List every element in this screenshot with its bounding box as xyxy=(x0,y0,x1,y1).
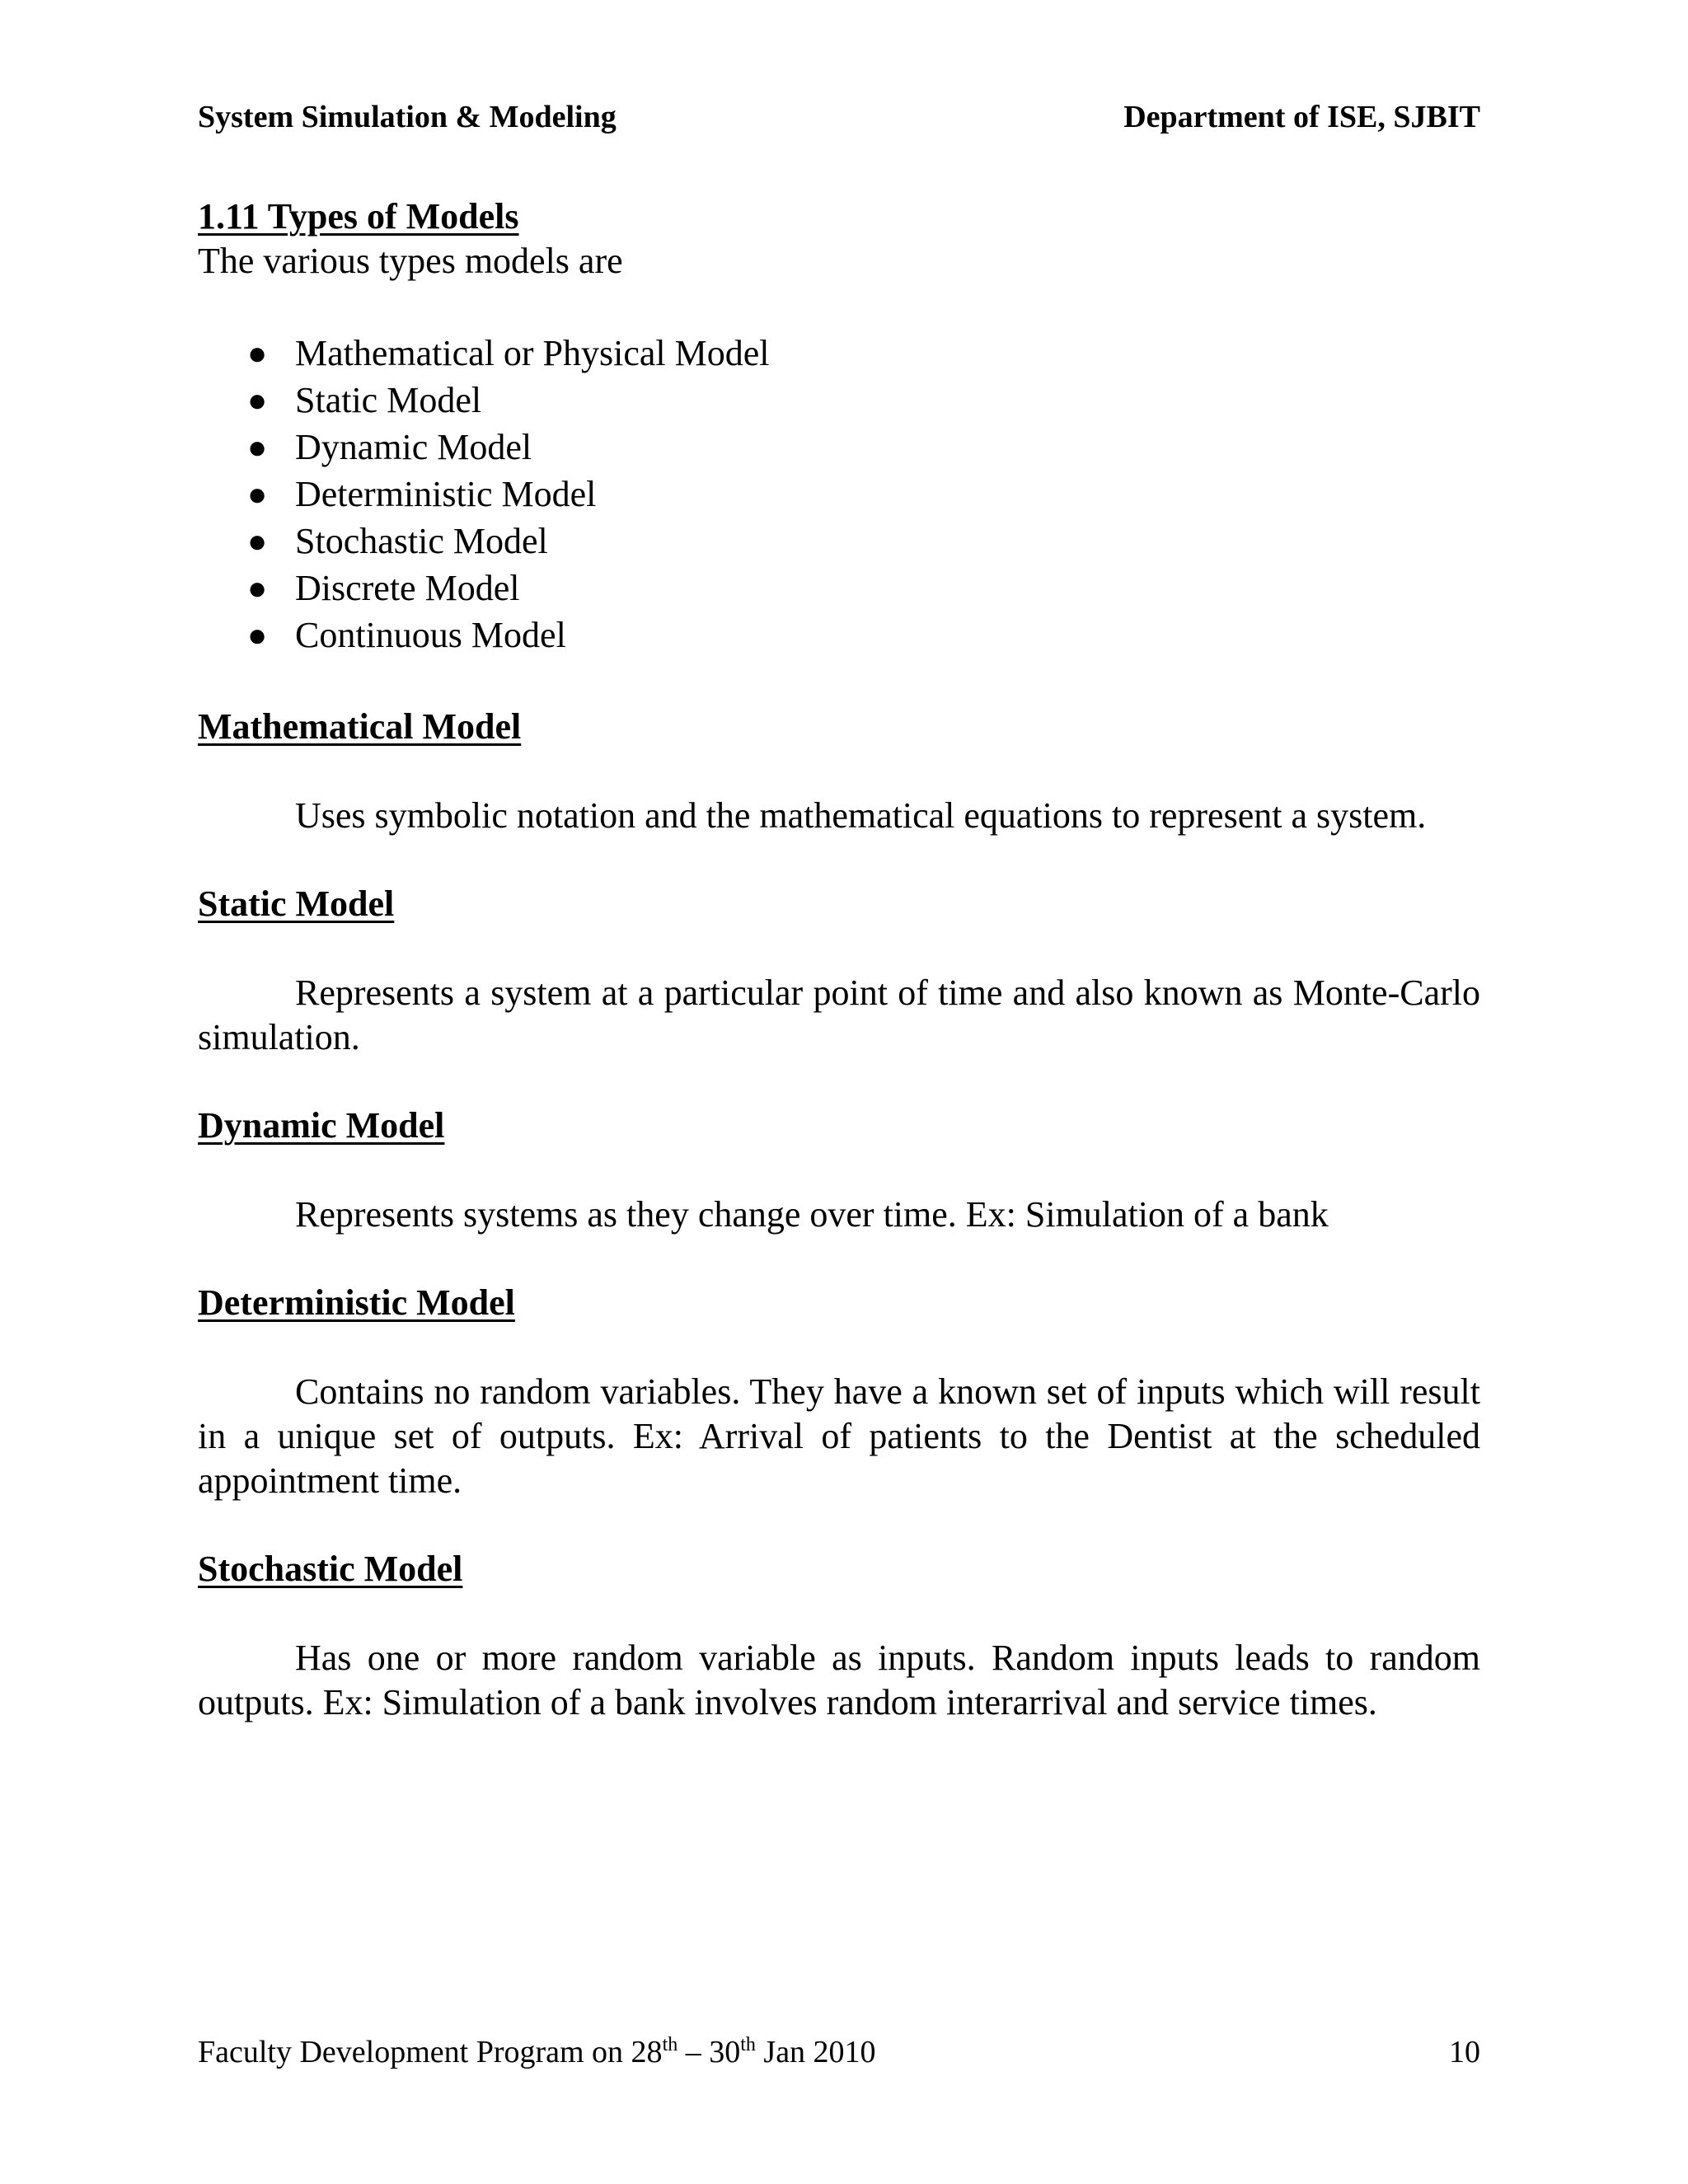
header-department: Department of ISE, SJBIT xyxy=(1123,100,1480,134)
subsection-heading: Dynamic Model xyxy=(198,1105,445,1146)
subsection-heading: Deterministic Model xyxy=(198,1282,515,1323)
definition-text: Contains no random variables. They have a known set of inputs which will result in a unique set of outputs. Ex: Arrival of patients to the Dentist at the scheduled appointment time. xyxy=(198,1371,1480,1501)
definition-text: Uses symbolic notation and the mathematical equations to represent a system. xyxy=(295,795,1427,836)
bullet-icon: ● xyxy=(247,335,268,372)
definition-stochastic xyxy=(198,1547,1480,1725)
list-item: ● Static Model xyxy=(198,377,1480,424)
list-item: ● Continuous Model xyxy=(198,612,1480,658)
definition-deterministic xyxy=(198,1281,1480,1503)
definition-static xyxy=(198,882,1480,1060)
bullet-icon: ● xyxy=(247,569,268,607)
section-intro: The various types models are xyxy=(198,241,623,281)
definition-text: Represents a system at a particular point of time and also known as Monte-Carlo simulation. xyxy=(198,972,1480,1057)
page-header xyxy=(198,97,1480,137)
list-item: ● Deterministic Model xyxy=(198,471,1480,518)
page-footer xyxy=(198,2032,1480,2072)
page-number: 10 xyxy=(1449,2035,1480,2069)
subsection-heading: Mathematical Model xyxy=(198,706,522,747)
bullet-icon: ● xyxy=(247,476,268,513)
subsection-heading: Static Model xyxy=(198,883,395,924)
list-item: ● Stochastic Model xyxy=(198,518,1480,565)
definition-text: Represents systems as they change over time. Ex: Simulation of a bank xyxy=(295,1194,1329,1235)
list-item: ● Mathematical or Physical Model xyxy=(198,330,1480,377)
list-item: ● Discrete Model xyxy=(198,565,1480,612)
bullet-icon: ● xyxy=(247,429,268,466)
section-heading: 1.11 Types of Models xyxy=(198,196,519,237)
page-content xyxy=(198,194,1480,1769)
list-item: ● Dynamic Model xyxy=(198,424,1480,471)
definition-text: Has one or more random variable as inputs. Random inputs leads to random outputs. Ex: Simulation of a bank involves random interarrival and service times. xyxy=(198,1638,1480,1722)
subsection-heading: Stochastic Model xyxy=(198,1549,463,1589)
bullet-icon: ● xyxy=(247,616,268,654)
definition-mathematical xyxy=(198,705,1480,838)
header-course-title: System Simulation & Modeling xyxy=(198,100,617,134)
definition-dynamic xyxy=(198,1104,1480,1237)
bullet-icon: ● xyxy=(247,523,268,560)
models-list xyxy=(198,330,1480,658)
bullet-icon: ● xyxy=(247,382,268,419)
footer-program: Faculty Development Program on 28th – 30th Jan 2010 xyxy=(198,2034,876,2069)
